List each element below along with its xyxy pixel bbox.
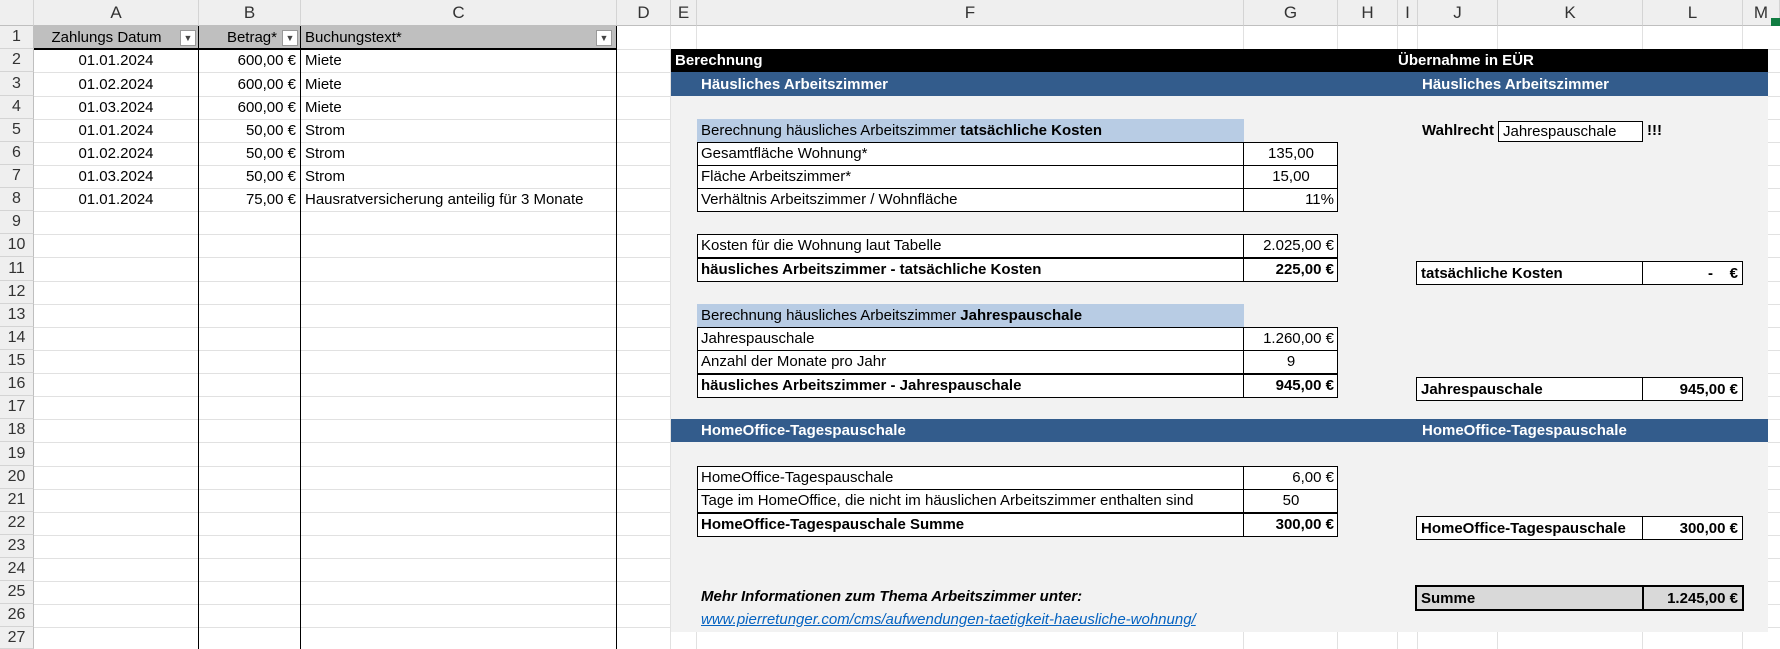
value-homeoffice-summe[interactable]: 300,00 € <box>1275 516 1334 533</box>
value-gesamtflaeche[interactable]: 135,00 <box>1268 145 1314 162</box>
row-header[interactable]: 27 <box>0 627 34 649</box>
table-cell-date[interactable]: 01.03.2024 <box>78 99 154 116</box>
euer-section-heading-arbeitszimmer: Häusliches Arbeitszimmer <box>1422 75 1610 93</box>
row-header[interactable]: 16 <box>0 373 34 396</box>
row-header[interactable]: 5 <box>0 119 34 142</box>
wahlrecht-mark: !!! <box>1647 122 1662 139</box>
label-kosten-wohnung: Kosten für die Wohnung laut Tabelle <box>701 237 942 254</box>
row-header[interactable]: 1 <box>0 26 34 49</box>
col-header-j[interactable]: J <box>1418 0 1498 26</box>
euer-value-tatsaechliche-kosten[interactable]: - € <box>1707 264 1738 282</box>
table-cell-date[interactable]: 01.01.2024 <box>78 191 154 208</box>
euer-value-summe[interactable]: 1.245,00 € <box>1667 589 1738 607</box>
row-header[interactable]: 2 <box>0 49 34 72</box>
wahlrecht-label: Wahlrecht <box>1422 122 1494 139</box>
table-header-text: Buchungstext* <box>305 29 402 46</box>
table-cell-amount[interactable]: 600,00 € <box>237 52 296 69</box>
table-cell-date[interactable]: 01.01.2024 <box>78 52 154 69</box>
value-jahrespauschale-summe[interactable]: 945,00 € <box>1275 377 1334 394</box>
row-header[interactable]: 17 <box>0 396 34 419</box>
col-header-c[interactable]: C <box>301 0 617 26</box>
table-cell-date[interactable]: 01.02.2024 <box>78 75 154 93</box>
row-header[interactable]: 12 <box>0 281 34 304</box>
col-header-b[interactable]: B <box>199 0 301 26</box>
row-header[interactable]: 19 <box>0 442 34 466</box>
table-cell-date[interactable]: 01.01.2024 <box>78 122 154 139</box>
row-header[interactable]: 14 <box>0 327 34 350</box>
value-jahrespauschale[interactable]: 1.260,00 € <box>1263 330 1334 347</box>
row-header[interactable]: 7 <box>0 165 34 188</box>
section-heading-arbeitszimmer: Häusliches Arbeitszimmer <box>701 75 889 93</box>
sort-filter-dropdown-icon[interactable]: ▼ <box>180 30 196 46</box>
table-header-amount: Betrag* <box>226 29 277 46</box>
euer-label-homeoffice: HomeOffice-Tagespauschale <box>1421 519 1626 537</box>
subheading-prefix: Berechnung häusliches Arbeitszimmer <box>701 122 961 139</box>
col-header-f[interactable]: F <box>697 0 1244 26</box>
label-flaeche-arbeitszimmer: Fläche Arbeitszimmer* <box>701 168 852 185</box>
row-header[interactable]: 11 <box>0 257 34 281</box>
table-cell-amount[interactable]: 50,00 € <box>245 122 296 139</box>
row-header[interactable]: 21 <box>0 489 34 512</box>
label-verhaeltnis: Verhältnis Arbeitszimmer / Wohnfläche <box>701 191 958 208</box>
row-header[interactable]: 8 <box>0 188 34 211</box>
label-anzahl-monate: Anzahl der Monate pro Jahr <box>701 353 887 370</box>
table-cell-text[interactable]: Strom <box>305 122 346 139</box>
row-header[interactable]: 3 <box>0 72 34 96</box>
label-tage-homeoffice: Tage im HomeOffice, die nicht im häuslichen Arbeitszimmer enthalten sind <box>701 492 1194 509</box>
table-cell-date[interactable]: 01.03.2024 <box>78 168 154 185</box>
euer-value-jahrespauschale[interactable]: 945,00 € <box>1679 380 1738 398</box>
value-flaeche-arbeitszimmer[interactable]: 15,00 <box>1272 168 1310 185</box>
value-kosten-wohnung[interactable]: 2.025,00 € <box>1263 237 1334 254</box>
table-cell-text[interactable]: Strom <box>305 168 346 185</box>
row-header[interactable]: 24 <box>0 558 34 581</box>
euer-label-jahrespauschale: Jahrespauschale <box>1421 380 1543 398</box>
col-header-d[interactable]: D <box>617 0 671 26</box>
table-cell-amount[interactable]: 50,00 € <box>245 168 296 185</box>
info-link[interactable]: www.pierretunger.com/cms/aufwendungen-taetigkeit-haeusliche-wohnung/ <box>701 611 1196 628</box>
label-homeoffice-tagespauschale: HomeOffice-Tagespauschale <box>701 469 894 486</box>
row-header[interactable]: 10 <box>0 234 34 257</box>
euer-label-summe: Summe <box>1421 589 1476 607</box>
wahlrecht-select[interactable]: Jahrespauschale <box>1498 121 1643 142</box>
table-cell-date[interactable]: 01.02.2024 <box>78 145 154 162</box>
section-heading-homeoffice: HomeOffice-Tagespauschale <box>701 422 906 439</box>
selected-cell-corner-icon <box>1771 18 1780 26</box>
table-cell-amount[interactable]: 600,00 € <box>237 99 296 116</box>
label-jahrespauschale: Jahrespauschale <box>701 330 815 347</box>
col-header-k[interactable]: K <box>1498 0 1643 26</box>
filter-dropdown-icon[interactable]: ▼ <box>596 30 612 46</box>
table-cell-amount[interactable]: 50,00 € <box>245 145 296 162</box>
row-header[interactable]: 4 <box>0 96 34 119</box>
label-gesamtflaeche: Gesamtfläche Wohnung* <box>701 145 868 162</box>
row-header[interactable]: 23 <box>0 535 34 558</box>
table-header-date: Zahlungs Datum <box>51 29 162 46</box>
subheading-bold: tatsächliche Kosten <box>960 122 1103 139</box>
col-header-a[interactable]: A <box>34 0 199 26</box>
subheading-bold: Jahrespauschale <box>960 307 1083 324</box>
info-text: Mehr Informationen zum Thema Arbeitszimmer unter: <box>701 588 1083 605</box>
value-homeoffice-tagespauschale[interactable]: 6,00 € <box>1292 469 1334 486</box>
table-cell-amount[interactable]: 600,00 € <box>237 75 296 93</box>
euer-title: Übernahme in EÜR <box>1398 52 1534 69</box>
euer-value-homeoffice[interactable]: 300,00 € <box>1679 519 1738 537</box>
euer-label-tatsaechliche-kosten: tatsächliche Kosten <box>1421 264 1563 282</box>
col-header-l[interactable]: L <box>1643 0 1743 26</box>
col-header-e[interactable]: E <box>671 0 697 26</box>
table-cell-text[interactable]: Miete <box>305 52 342 69</box>
table-cell-text[interactable]: Hausratversicherung anteilig für 3 Monate <box>305 191 584 208</box>
col-header-g[interactable]: G <box>1244 0 1338 26</box>
col-header-i[interactable]: I <box>1398 0 1418 26</box>
table-cell-text[interactable]: Miete <box>305 75 342 93</box>
subheading-tatsaechliche-kosten <box>697 119 1244 142</box>
row-header[interactable]: 9 <box>0 211 34 234</box>
row-header[interactable]: 13 <box>0 304 34 327</box>
row-header[interactable]: 20 <box>0 466 34 489</box>
euer-section-heading-homeoffice: HomeOffice-Tagespauschale <box>1422 422 1627 439</box>
table-cell-text[interactable]: Strom <box>305 145 346 162</box>
row-header[interactable]: 18 <box>0 419 34 442</box>
label-jahrespauschale-summe: häusliches Arbeitszimmer - Jahrespauschale <box>701 377 1022 394</box>
value-tatsaechliche-kosten[interactable]: 225,00 € <box>1275 261 1334 278</box>
row-header[interactable]: 15 <box>0 350 34 373</box>
filter-dropdown-icon[interactable]: ▼ <box>282 30 298 46</box>
row-header[interactable]: 26 <box>0 604 34 627</box>
col-header-m[interactable]: M <box>1743 0 1780 26</box>
subheading-jahrespauschale <box>697 304 1244 327</box>
calc-title: Berechnung <box>675 52 763 69</box>
row-header[interactable]: 6 <box>0 142 34 165</box>
table-cell-text[interactable]: Miete <box>305 99 342 116</box>
row-header[interactable]: 22 <box>0 512 34 535</box>
value-tage-homeoffice[interactable]: 50 <box>1282 492 1300 509</box>
value-verhaeltnis[interactable]: 11% <box>1305 191 1334 208</box>
col-header-h[interactable]: H <box>1338 0 1398 26</box>
label-tatsaechliche-kosten: häusliches Arbeitszimmer - tatsächliche Kosten <box>701 261 1042 278</box>
table-cell-amount[interactable]: 75,00 € <box>245 191 296 208</box>
value-anzahl-monate[interactable]: 9 <box>1286 353 1296 370</box>
label-homeoffice-summe: HomeOffice-Tagespauschale Summe <box>701 516 965 533</box>
subheading-prefix: Berechnung häusliches Arbeitszimmer <box>701 307 961 324</box>
row-header[interactable]: 25 <box>0 581 34 604</box>
